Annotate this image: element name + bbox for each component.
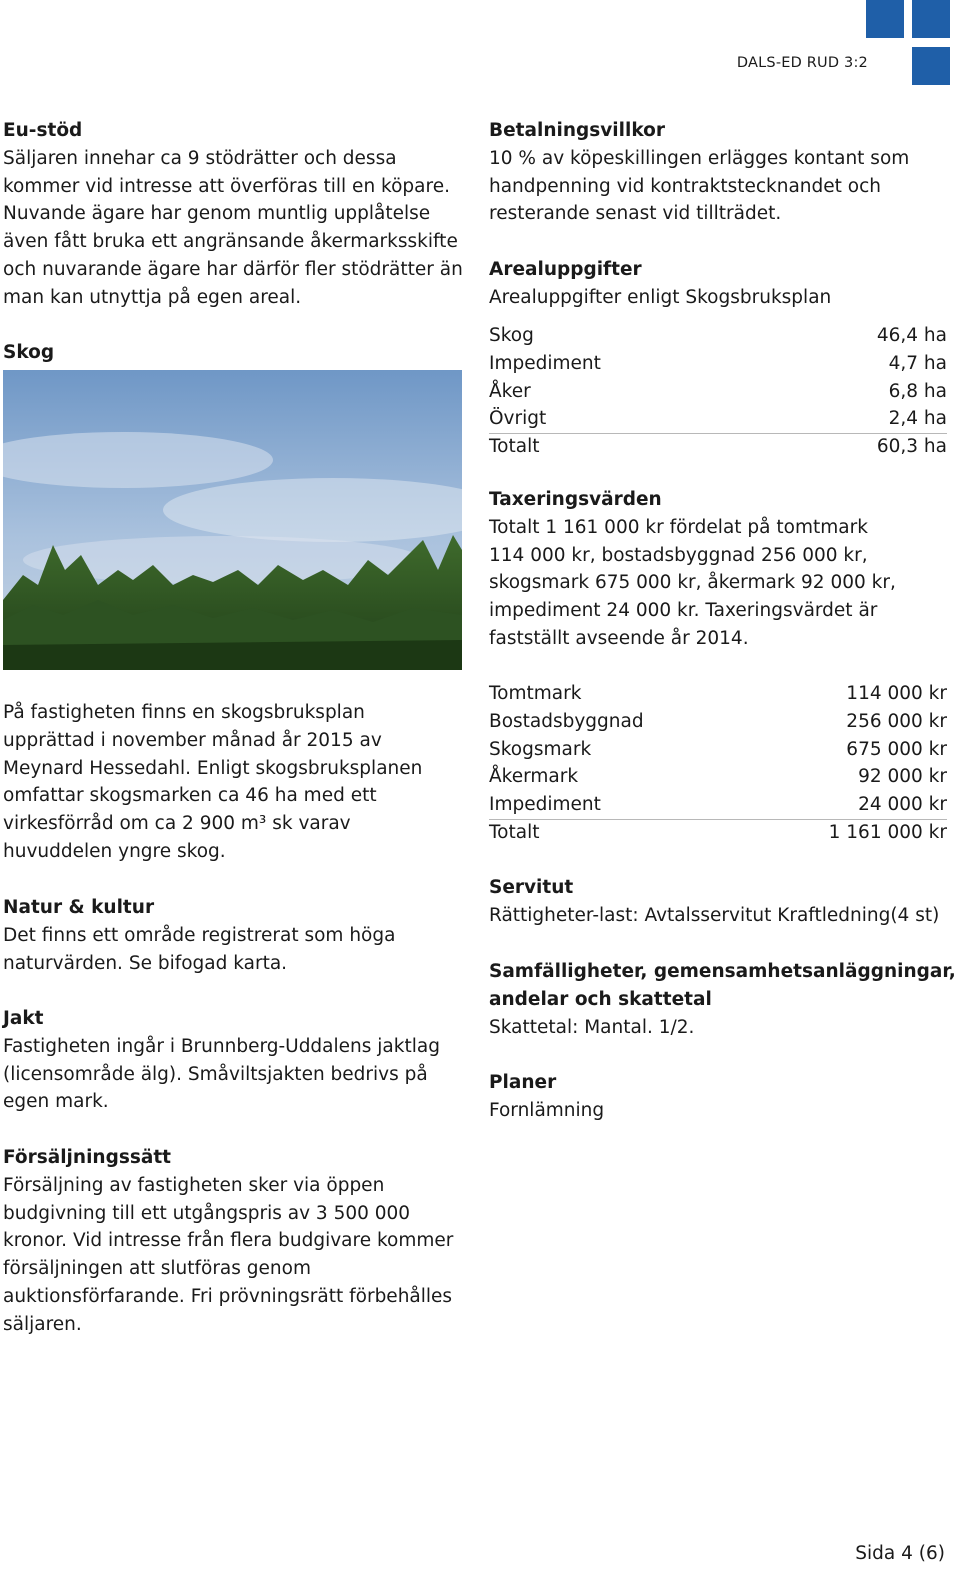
section-natur-kultur: Natur & kultur Det finns ett område registrerat som höga naturvärden. Se bifogad karta.	[3, 894, 395, 977]
logo-square-3	[912, 47, 950, 85]
table-row: Tomtmark 114 000 kr	[489, 683, 947, 704]
heading-natur-kultur: Natur & kultur	[3, 897, 155, 918]
page-number: Sida 4 (6)	[855, 1543, 945, 1564]
heading-betalningsvillkor: Betalningsvillkor	[489, 120, 665, 141]
table-row: Åker 6,8 ha	[489, 380, 947, 402]
section-eu-stod	[3, 117, 463, 312]
document-id: DALS-ED RUD 3:2	[736, 55, 868, 71]
section-taxeringsvarden: Taxeringsvärden Totalt 1 161 000 kr fördelat på tomtmark 114 000 kr, bostadsbyggnad 256 000 kr, skogsmark 675 000 kr, åkermark 92 000 kr, impediment 24 000 kr. Taxeringsvärdet är fastställt avseende år 2014.	[489, 486, 896, 653]
section-planer: Planer Fornlämning	[489, 1069, 604, 1125]
heading-eu-stod: Eu-stöd	[3, 120, 83, 141]
table-row: Impediment 4,7 ha	[489, 352, 947, 374]
table-row: Bostadsbyggnad 256 000 kr	[489, 710, 947, 732]
table-row: Övrigt 2,4 ha	[489, 408, 947, 430]
section-forsaljningssatt: Försäljningssätt Försäljning av fastigheten sker via öppen budgivning till ett utgångspris av 3 500 000 kronor. Vid intresse från flera budgivare kommer försäljningen att slutföras genom auktionsförfarande. Fri prövningsrätt förbehålles säljaren.	[3, 1144, 453, 1339]
section-samfalligheter: Samfälligheter, gemensamhetsanläggningar, andelar och skattetal Skattetal: Mantal. 1/2.	[489, 958, 956, 1041]
heading-planer: Planer	[489, 1072, 557, 1093]
heading-jakt: Jakt	[3, 1008, 44, 1029]
table-total-row: Totalt 60,3 ha	[489, 433, 947, 459]
taxering-table	[489, 680, 947, 845]
paragraph-skog: På fastigheten finns en skogsbruksplan upprättad i november månad år 2015 av Meynard Hessedahl. Enligt skogsbruksplanen omfattar skogsmarken ca 46 ha med ett virkesförråd om ca 2 900 m³ sk varav huvuddelen yngre skog.	[3, 702, 423, 862]
heading-samfalligheter-line-2: andelar och skattetal	[489, 988, 712, 1010]
heading-samfalligheter-line-1: Samfälligheter, gemensamhetsanläggningar,	[489, 961, 956, 982]
logo-square-2	[912, 0, 950, 38]
heading-forsaljningssatt: Försäljningssätt	[3, 1147, 172, 1168]
heading-servitut: Servitut	[489, 877, 574, 898]
section-betalningsvillkor: Betalningsvillkor 10 % av köpeskillingen erlägges kontant som handpenning vid kontraktstecknandet och resterande senast vid tillträdet.	[489, 117, 909, 228]
heading-skog: Skog	[3, 342, 55, 363]
table-row: Skogsmark 675 000 kr	[489, 738, 947, 760]
table-row: Åkermark 92 000 kr	[489, 766, 947, 788]
table-row: Impediment 24 000 kr	[489, 794, 947, 816]
logo-square-1	[866, 0, 904, 38]
section-jakt: Jakt Fastigheten ingår i Brunnberg-Uddalens jaktlag (licensområde älg). Småviltsjakten bedrivs på egen mark.	[3, 1005, 440, 1116]
section-servitut: Servitut Rättigheter-last: Avtalsservitut Kraftledning(4 st)	[489, 874, 939, 930]
section-arealuppgifter: Arealuppgifter Arealuppgifter enligt Skogsbruksplan	[489, 256, 831, 312]
areal-table	[489, 322, 947, 459]
section-skog	[3, 339, 54, 367]
table-total-row: Totalt 1 161 000 kr	[489, 819, 947, 845]
heading-arealuppgifter: Arealuppgifter	[489, 259, 642, 280]
heading-taxeringsvarden: Taxeringsvärden	[489, 489, 662, 510]
forest-photo	[3, 370, 462, 670]
table-row: Skog 46,4 ha	[489, 325, 947, 346]
paragraph-eu-stod: Säljaren innehar ca 9 stödrätter och dessa kommer vid intresse att överföras till en köpare. Nuvande ägare har genom muntlig upplåtelse även fått bruka ett angränsande åkermarksskifte och nuvarande ägare har därför fler stödrätter än man kan utnyttja på egen areal.	[3, 147, 463, 308]
